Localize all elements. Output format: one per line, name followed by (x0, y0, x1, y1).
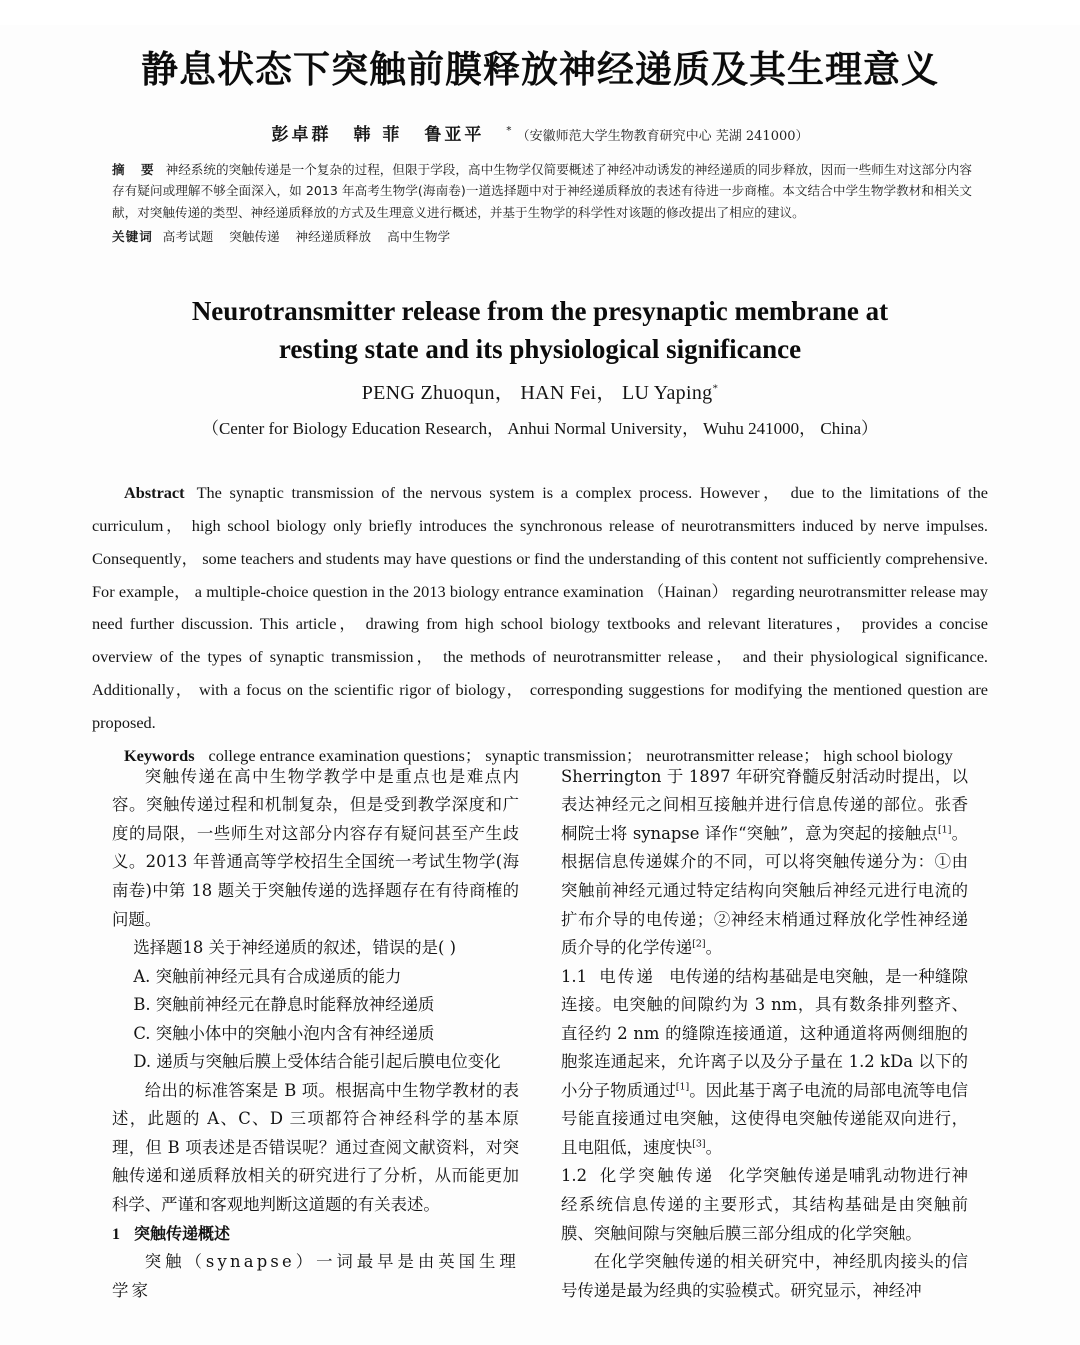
chinese-keyword-item: 高考试题 (162, 229, 214, 245)
right-paragraph-1-part-b: 。根据信息传递媒介的不同，可以将突触传递分为：①由突触前神经元通过特定结构向突触后神经元进行电流的扩布介导的电传递；②神经末梢通过释放化学性神经递质介导的化学传递 (561, 823, 969, 958)
english-abstract-label: Abstract (124, 482, 185, 502)
section-heading-1 (112, 1220, 519, 1249)
subsection-1-1-part-a: 电传递的结构基础是电突触，是一种缝隙连接。电突触的间隙约为 3 nm，具有数条排列整齐、直径约 2 nm 的缝隙连接通道，这种通道将两侧细胞的胞浆连通起来，允许离子以及分子量在 1.2 kDa 以下的小分子物质通过 (561, 966, 969, 1100)
section-title: 突触传递概述 (134, 1223, 231, 1243)
chinese-keyword-item: 神经递质释放 (295, 229, 372, 245)
english-keywords-label: Keywords (124, 746, 195, 766)
question-option-a: A. 突触前神经元具有合成递质的能力 (133, 966, 402, 986)
english-author-line (0, 376, 1080, 405)
chinese-title: 静息状态下突触前膜释放神经递质及其生理意义 (141, 47, 939, 91)
corresponding-author-marker: * (506, 125, 512, 136)
chinese-keyword-item: 高中生物学 (387, 229, 451, 245)
question-option-d: D. 递质与突触后膜上受体结合能引起后膜电位变化 (133, 1052, 501, 1072)
subsection-1-1-part-c: 。 (705, 1137, 722, 1157)
subsection-title: 电传递 (599, 966, 656, 986)
question-option-b: B. 突触前神经元在静息时能释放神经递质 (133, 995, 435, 1015)
english-abstract (92, 477, 988, 740)
subsection-1-2 (561, 1162, 968, 1248)
reference-marker-2: [2] (692, 938, 706, 950)
subsection-number: 1.1 (561, 966, 588, 986)
chinese-abstract-label: 摘 要 (112, 161, 160, 177)
subsection-1-1 (561, 963, 968, 1163)
chinese-author-line (0, 120, 1080, 145)
right-paragraph-1-part-a: Sherrington 于 1897 年研究脊髓反射活动时提出，以表达神经元之间相互接触并进行信息传递的部位。张香桐院士将 synapse 译作“突触”，意为突起的接触点 (561, 766, 968, 843)
subsection-1-2-text: 化学突触传递是哺乳动物进行神经系统信息传递的主要形式，其结构基础是由突触前膜、突触间隙与突触后膜三部分组成的化学突触。 (561, 1166, 969, 1243)
two-column-body (112, 763, 968, 1306)
english-title (120, 292, 960, 369)
chinese-affiliation: （安徽师范大学生物教育研究中心 芜湖 241000） (516, 128, 809, 144)
chinese-keywords (112, 226, 972, 248)
subsection-title: 化学突触传递 (599, 1166, 715, 1186)
chinese-abstract-text: 神经系统的突触传递是一个复杂的过程，但限于学段，高中生物学仅简要概述了神经冲动诱发的神经递质的同步释放，因而一些师生对这部分内容存有疑问或理解不够全面深入，如 2013 年高考生物学(海南卷)一道选择题中对于神经递质释放的表述有待进一步商榷。本文结合中学生物学教材和相关文献，对突触传递的类型、神经递质释放的方式及生理意义进行概述，并基于生物学的科学性对该题的修改提出了相应的建议。 (112, 161, 972, 220)
english-abstract-text: The synaptic transmission of the nervous system is a complex process. However， due to the limitations of the curriculum， high school biology only briefly introduces the synchronous release of neurotransmitters induced by nerve impulses. Consequently， some teachers and students may have questions or find the understanding of this content not sufficiently comprehensive. For example， a multiple-choice question in the 2013 biology entrance examination （Hainan） regarding neurotransmitter release may need further discussion. This article， drawing from high school biology textbooks and relevant literatures， provides a concise overview of the types of synaptic transmission， the methods of neurotransmitter release， and their physiological significance. Additionally， with a focus on the scientific rigor of biology， corresponding suggestions for modifying the mentioned question are proposed. (92, 482, 988, 733)
reference-marker-3: [1] (675, 1081, 690, 1093)
section-number: 1 (112, 1225, 120, 1243)
right-paragraph-1 (561, 763, 968, 963)
chinese-abstract (112, 159, 972, 224)
subsection-1-1-part-b: 。因此基于离子电流的局部电流等电信号能直接通过电突触，这使得电突触传递能双向进行，且电阻低，速度快 (561, 1080, 969, 1157)
english-title-line-2: resting state and its physiological significance (278, 334, 802, 365)
chinese-keywords-label: 关键词 (112, 229, 153, 245)
paper-page (0, 25, 1080, 1345)
english-keywords-text: college entrance examination questions； synaptic transmission； neurotransmitter release； high school biology (208, 746, 953, 766)
chinese-keyword-item: 突触传递 (229, 229, 280, 245)
reference-marker-1: [1] (937, 824, 952, 836)
english-title-line-1: Neurotransmitter release from the presynaptic membrane at (191, 296, 889, 327)
chinese-author-2: 韩 菲 (353, 124, 403, 145)
chinese-author-3: 鲁亚平 (424, 124, 485, 145)
left-paragraph-1: 突触传递在高中生物学教学中是重点也是难点内容。突触传递过程和机制复杂，但是受到教学深度和广度的局限，一些师生对这部分内容存有疑问甚至产生歧义。2013 年普通高等学校招生全国统一考试生物学(海南卷)中第 18 题关于突触传递的选择题存在有待商榷的问题。 (112, 766, 519, 929)
english-authors: PENG Zhuoqun， HAN Fei， LU Yaping (361, 381, 713, 404)
right-paragraph-last: 在化学突触传递的相关研究中，神经肌肉接头的信号传递是最为经典的实验模式。研究显示，神经冲 (561, 1252, 968, 1300)
right-column (561, 763, 968, 1306)
english-affiliation: （Center for Biology Education Research， Anhui Normal University， Wuhu 241000， China） (201, 418, 879, 438)
chinese-author-1: 彭卓群 (271, 124, 332, 145)
reference-marker-4: [3] (692, 1138, 706, 1150)
left-paragraph-2: 给出的标准答案是 B 项。根据高中生物学教材的表述，此题的 A、C、D 三项都符合神经科学的基本原理，但 B 项表述是否错误呢？通过查阅文献资料，对突触传递和递质释放相关的研究进行了分析，从而能更加科学、严谨和客观地判断这道题的有关表述。 (112, 1080, 519, 1214)
left-column (112, 763, 519, 1306)
subsection-number: 1.2 (561, 1166, 588, 1186)
question-option-c: C. 突触小体中的突触小泡内含有神经递质 (133, 1023, 435, 1043)
left-paragraph-3: 突触（synapse）一词最早是由英国生理学家 (112, 1252, 519, 1300)
corresponding-author-marker: * (712, 382, 719, 395)
right-paragraph-1-part-c: 。 (705, 938, 722, 958)
question-stem: 选择题18 关于神经递质的叙述，错误的是( ) (133, 938, 457, 958)
